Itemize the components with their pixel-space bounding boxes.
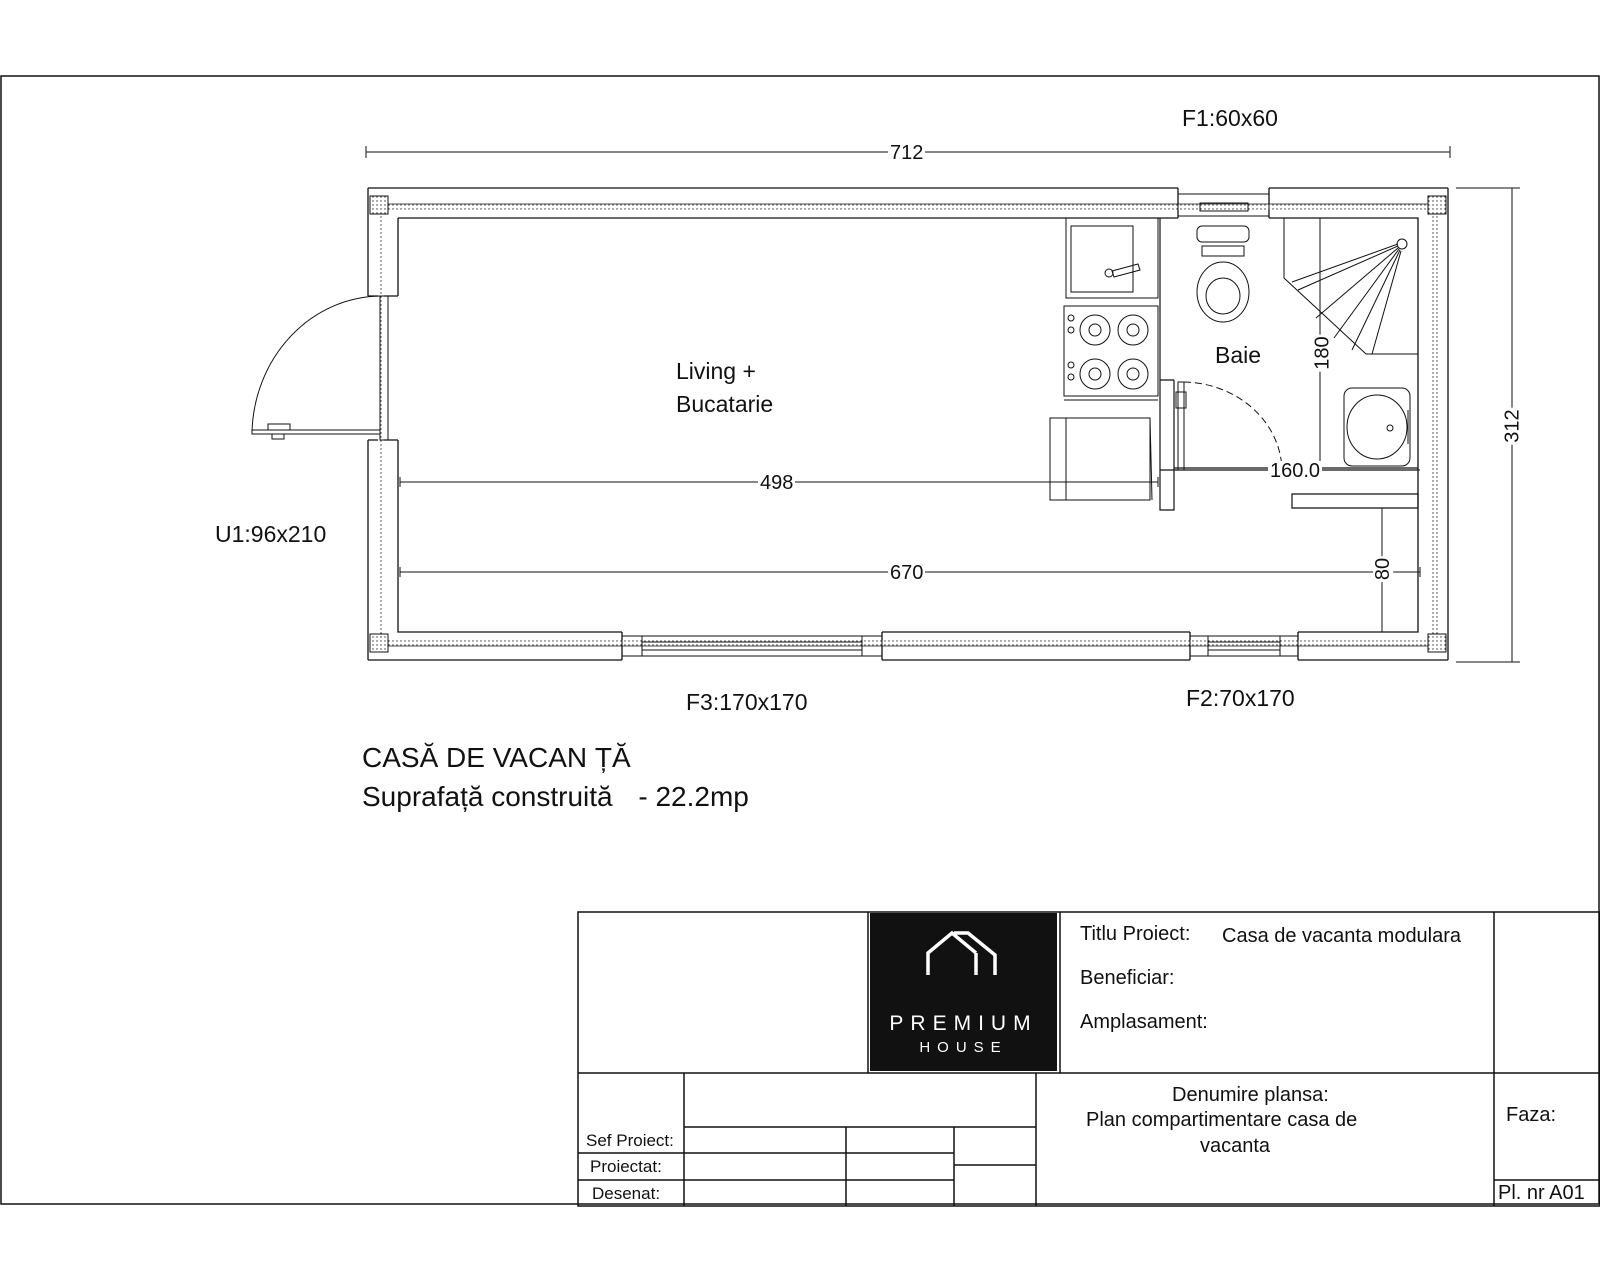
dimension-180: 180 <box>1311 336 1334 370</box>
washbasin <box>1344 388 1410 466</box>
entrance-door <box>252 296 388 440</box>
sheet-number: Pl. nr A01 <box>1498 1182 1585 1204</box>
dimension-498: 498 <box>760 472 794 494</box>
location-label: Amplasament: <box>1080 1011 1208 1033</box>
project-title-label: Titlu Proiect: <box>1080 923 1191 945</box>
toilet <box>1197 226 1249 322</box>
plan-title: CASĂ DE VACAN ȚĂ <box>362 742 631 773</box>
shower <box>1284 218 1418 470</box>
dimension-312: 312 <box>1501 409 1524 443</box>
role-drawn-label: Desenat: <box>592 1184 661 1203</box>
outer-walls <box>368 188 1448 660</box>
window-f2-label: F2:70x170 <box>1186 685 1295 711</box>
dimension-670: 670 <box>890 562 924 584</box>
room-label-living <box>676 355 773 421</box>
room-label-living-line2: Bucatarie <box>676 391 774 417</box>
plan-area-value: - 22.2mp <box>638 781 749 812</box>
kitchen <box>1050 218 1158 500</box>
sheet-name-label: Denumire plansa: <box>1172 1084 1329 1106</box>
title-block <box>578 912 1600 1206</box>
room-label-bath: Baie <box>1215 342 1262 368</box>
dimension-712: 712 <box>890 142 924 164</box>
beneficiary-label: Beneficiar: <box>1080 967 1175 989</box>
window-f3-label: F3:170x170 <box>686 689 808 715</box>
window-f1-label: F1:60x60 <box>1182 105 1278 131</box>
logo-text-house: HOUSE <box>919 1039 1008 1056</box>
door-u1-label: U1:96x210 <box>215 521 327 547</box>
bath-door <box>1176 382 1282 470</box>
room-label-living-line1: Living + <box>676 358 756 384</box>
sheet-name-line1: Plan compartimentare casa de <box>1086 1109 1358 1131</box>
plan-area-label: Suprafață construită <box>362 781 613 812</box>
role-designed-label: Proiectat: <box>590 1157 662 1176</box>
dimension-lines <box>366 146 1520 662</box>
sheet-name-line2: vacanta <box>1200 1135 1271 1157</box>
phase-label: Faza: <box>1506 1104 1557 1126</box>
logo-text-premium: PREMIUM <box>889 1012 1038 1035</box>
dimension-160: 160.0 <box>1270 460 1321 482</box>
plan-area <box>362 783 749 811</box>
role-chief-label: Sef Proiect: <box>586 1131 674 1150</box>
cooktop-burners <box>1080 315 1148 389</box>
dimension-80: 80 <box>1372 557 1395 581</box>
project-title-value: Casa de vacanta modulara <box>1222 925 1462 947</box>
company-logo <box>870 913 1057 1071</box>
